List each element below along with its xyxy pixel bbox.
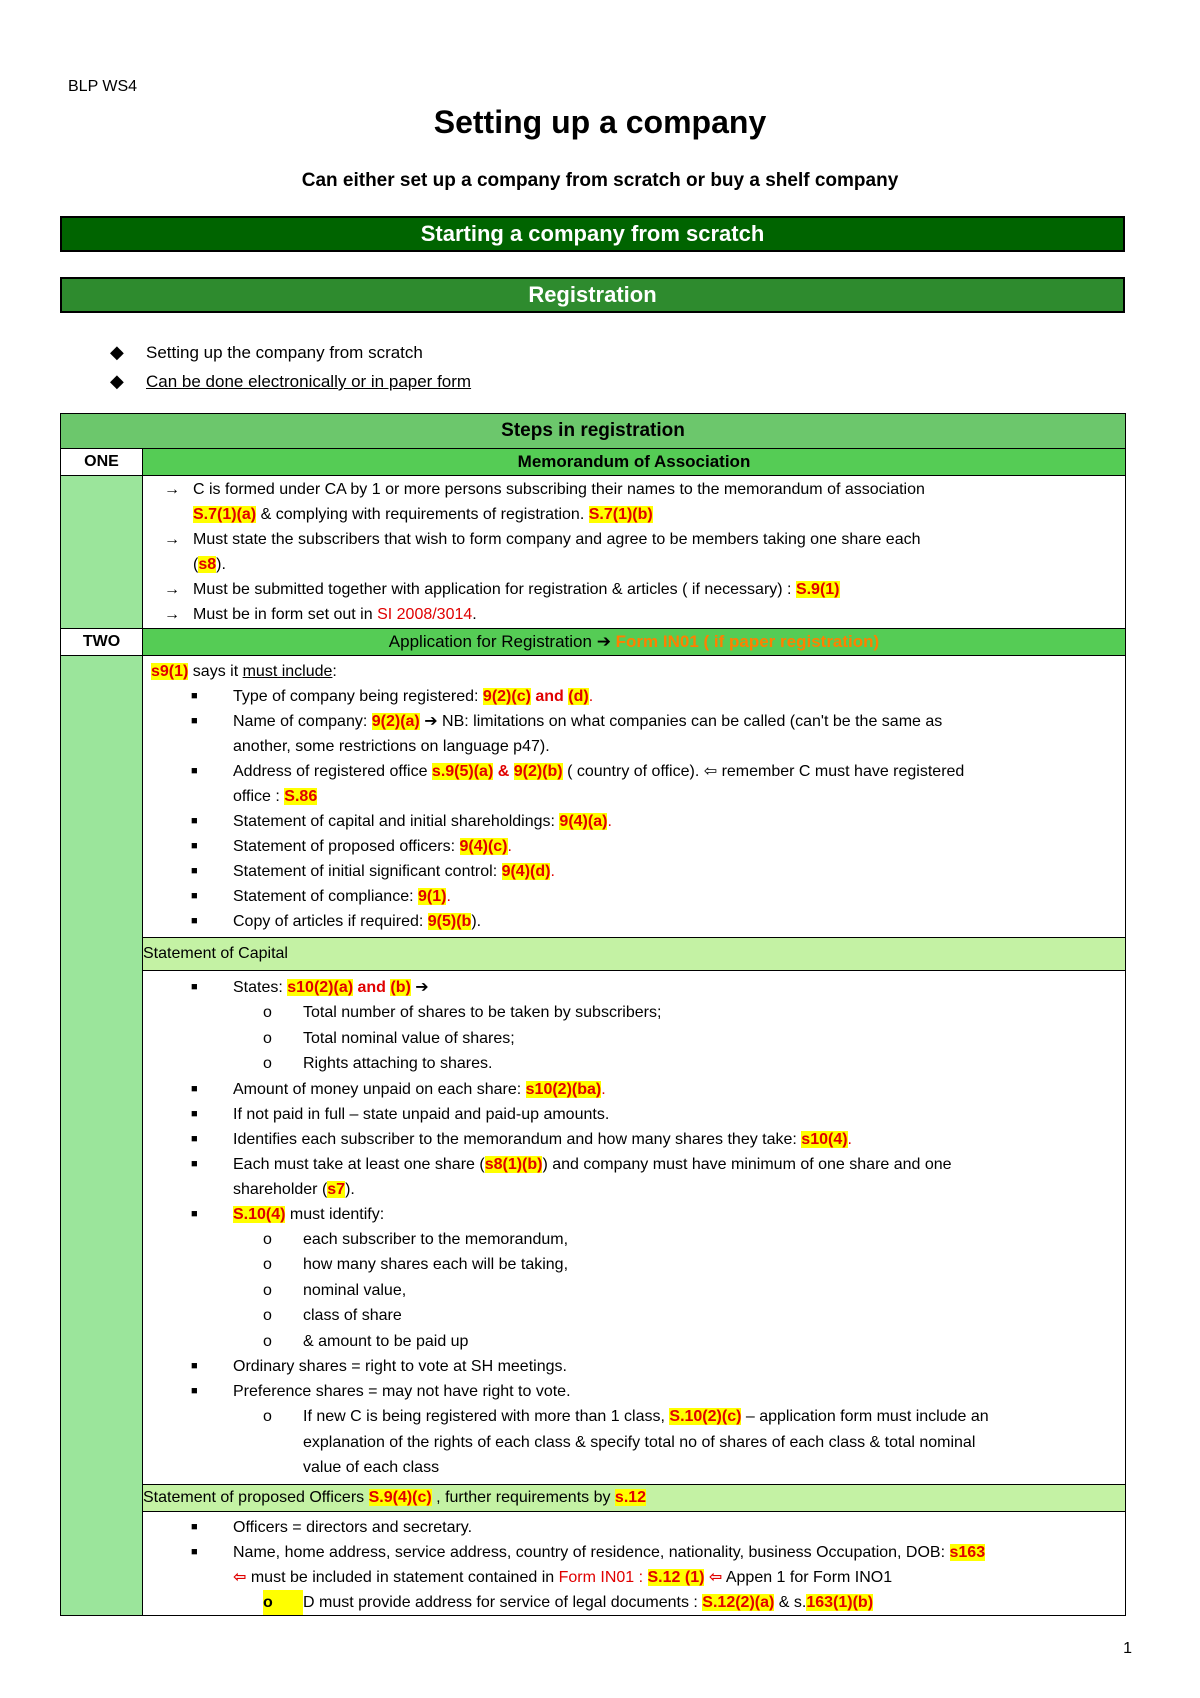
square-bullet-icon: ■ (191, 865, 198, 877)
subsection-band: Registration (60, 277, 1125, 313)
square-bullet-icon: ■ (191, 1207, 198, 1220)
square-bullet-icon: ■ (191, 1157, 198, 1170)
square-bullet-icon: ■ (191, 690, 198, 702)
arrow-icon: → (164, 606, 180, 623)
square-bullet-icon: ■ (191, 981, 198, 993)
page-title: Setting up a company (433, 104, 767, 140)
circle-bullet-icon: o (263, 1055, 272, 1072)
step-two-spacer (61, 656, 143, 1616)
square-bullet-icon: ■ (191, 815, 198, 827)
arrow-right-icon: ➔ (419, 713, 438, 730)
section-band: Starting a company from scratch (60, 216, 1125, 252)
square-bullet-icon: ■ (191, 1082, 198, 1095)
page-subtitle: Can either set up a company from scratch or buy a shelf company (301, 170, 899, 191)
diamond-bullet-icon: ◆ (110, 371, 124, 391)
statement-of-capital-header: Statement of Capital (143, 938, 1126, 971)
document-header-label: BLP WS4 (68, 78, 138, 95)
circle-bullet-icon: o (263, 1332, 272, 1350)
diamond-bullet-icon: ◆ (110, 342, 124, 362)
arrow-left-icon: ⇦ (233, 1568, 247, 1586)
square-bullet-icon: ■ (191, 1107, 198, 1120)
bullet-item: ◆ Can be done electronically or in paper form (110, 367, 471, 396)
statement-of-capital-content: ■ States: s10(2)(a) and (b) ➔ o Total number of shares to be taken by subscribers; o Total nominal value of shares; o Rights attaching to shares. ■ Amount of money unpaid on each share: s10(2)(ba). ■ If not paid in full – state unpaid and paid-up amounts. ■ Identifies each subscriber to the memorandum and how many shares they take: s10(4). ■ Each must take at least one share (s8(1)(b)) and company must have minimum of one share and one shareholder (s7). ■ S.10(4) must identify: o each subscriber to the memorandum, o how many shares each will be taking, o nominal value, o class of share o & amount to be paid up ■ Ordinary shares = right to vote at SH meetings. ■ Preference shares = may not have right to vote. o If new C is being registered with more than 1 class, S.10(2)(c) – application form must include an explanation of the rights of each class & specify total no of shares of each class & total nominal value of each class (143, 971, 1126, 1485)
square-bullet-icon: ■ (191, 765, 198, 777)
step-two-header: Application for Registration ➔ Form IN01 ( if paper registration) (143, 629, 1126, 656)
step-one-content: → C is formed under CA by 1 or more persons subscribing their names to the memorandum of association S.7(1)(a) & complying with requirements of registration. S.7(1)(b) → Must state the subscribers that wish to form company and agree to be members taking one share each (s8). → Must be submitted together with application for registration & articles ( if necessary) : S.9(1) → Must be in form set out in SI 2008/3014. (143, 476, 1126, 629)
arrow-icon: → (164, 581, 180, 598)
step-one-spacer (61, 476, 143, 629)
square-bullet-icon: ■ (191, 1132, 198, 1145)
arrow-icon: → (164, 531, 180, 548)
arrow-left-icon: ⇦ (704, 1568, 723, 1586)
statement-of-officers-header: Statement of proposed Officers S.9(4)(c) , further requirements by s.12 (143, 1484, 1126, 1511)
intro-bullets (110, 338, 471, 396)
arrow-icon: → (164, 481, 180, 498)
circle-bullet-icon: o (263, 1256, 272, 1273)
circle-bullet-icon: o (263, 1590, 303, 1616)
statement-of-officers-content: ■ Officers = directors and secretary. ■ Name, home address, service address, country of residence, nationality, business Occupation, DOB: s163 ⇦ must be included in statement contained in Form IN01 : S.12 (1) ⇦ Appen 1 for Form INO1 o D must provide address for service of legal documents : S.12(2)(a) & s.163(1)(b) (143, 1511, 1126, 1616)
bullet-item: ◆ Setting up the company from scratch (110, 338, 471, 367)
square-bullet-icon: ■ (191, 1520, 198, 1533)
step-label-two: TWO (61, 629, 143, 656)
circle-bullet-icon: o (263, 1281, 272, 1299)
square-bullet-icon: ■ (191, 715, 198, 727)
square-bullet-icon: ■ (191, 1360, 198, 1372)
square-bullet-icon: ■ (191, 1385, 198, 1397)
circle-bullet-icon: o (263, 1408, 272, 1425)
circle-bullet-icon: o (263, 1230, 272, 1248)
step-label-one: ONE (61, 449, 143, 476)
circle-bullet-icon: o (263, 1307, 272, 1324)
arrow-right-icon: ➔ (410, 979, 429, 996)
arrow-left-icon: ⇦ (703, 763, 718, 780)
arrow-right-icon: ➔ (596, 632, 616, 651)
square-bullet-icon: ■ (191, 840, 198, 852)
page-number: 1 (1123, 1640, 1132, 1657)
square-bullet-icon: ■ (191, 1545, 198, 1558)
square-bullet-icon: ■ (191, 915, 198, 927)
circle-bullet-icon: o (263, 1004, 272, 1021)
step-one-header: Memorandum of Association (143, 449, 1126, 476)
square-bullet-icon: ■ (191, 890, 198, 902)
table-heading: Steps in registration (61, 414, 1126, 449)
circle-bullet-icon: o (263, 1029, 272, 1047)
step-two-content: s9(1) says it must include: ■ Type of company being registered: 9(2)(c) and (d). ■ Name of company: 9(2)(a) ➔ NB: limitations on what companies can be called (can't be the same as another, some restrictions on language p47). ■ Address of registered office s.9(5)(a) & 9(2)(b) ( country of office). ⇦ remember C must have registered office : S.86 ■ Statement of capital and initial shareholdings: 9(4)(a). ■ Statement of proposed officers: 9(4)(c). ■ Statement of initial significant control: 9(4)(d). ■ Statement of compliance: 9(1). ■ Copy of articles if required: 9(5)(b). (143, 656, 1126, 938)
registration-steps-table (60, 413, 1126, 1616)
